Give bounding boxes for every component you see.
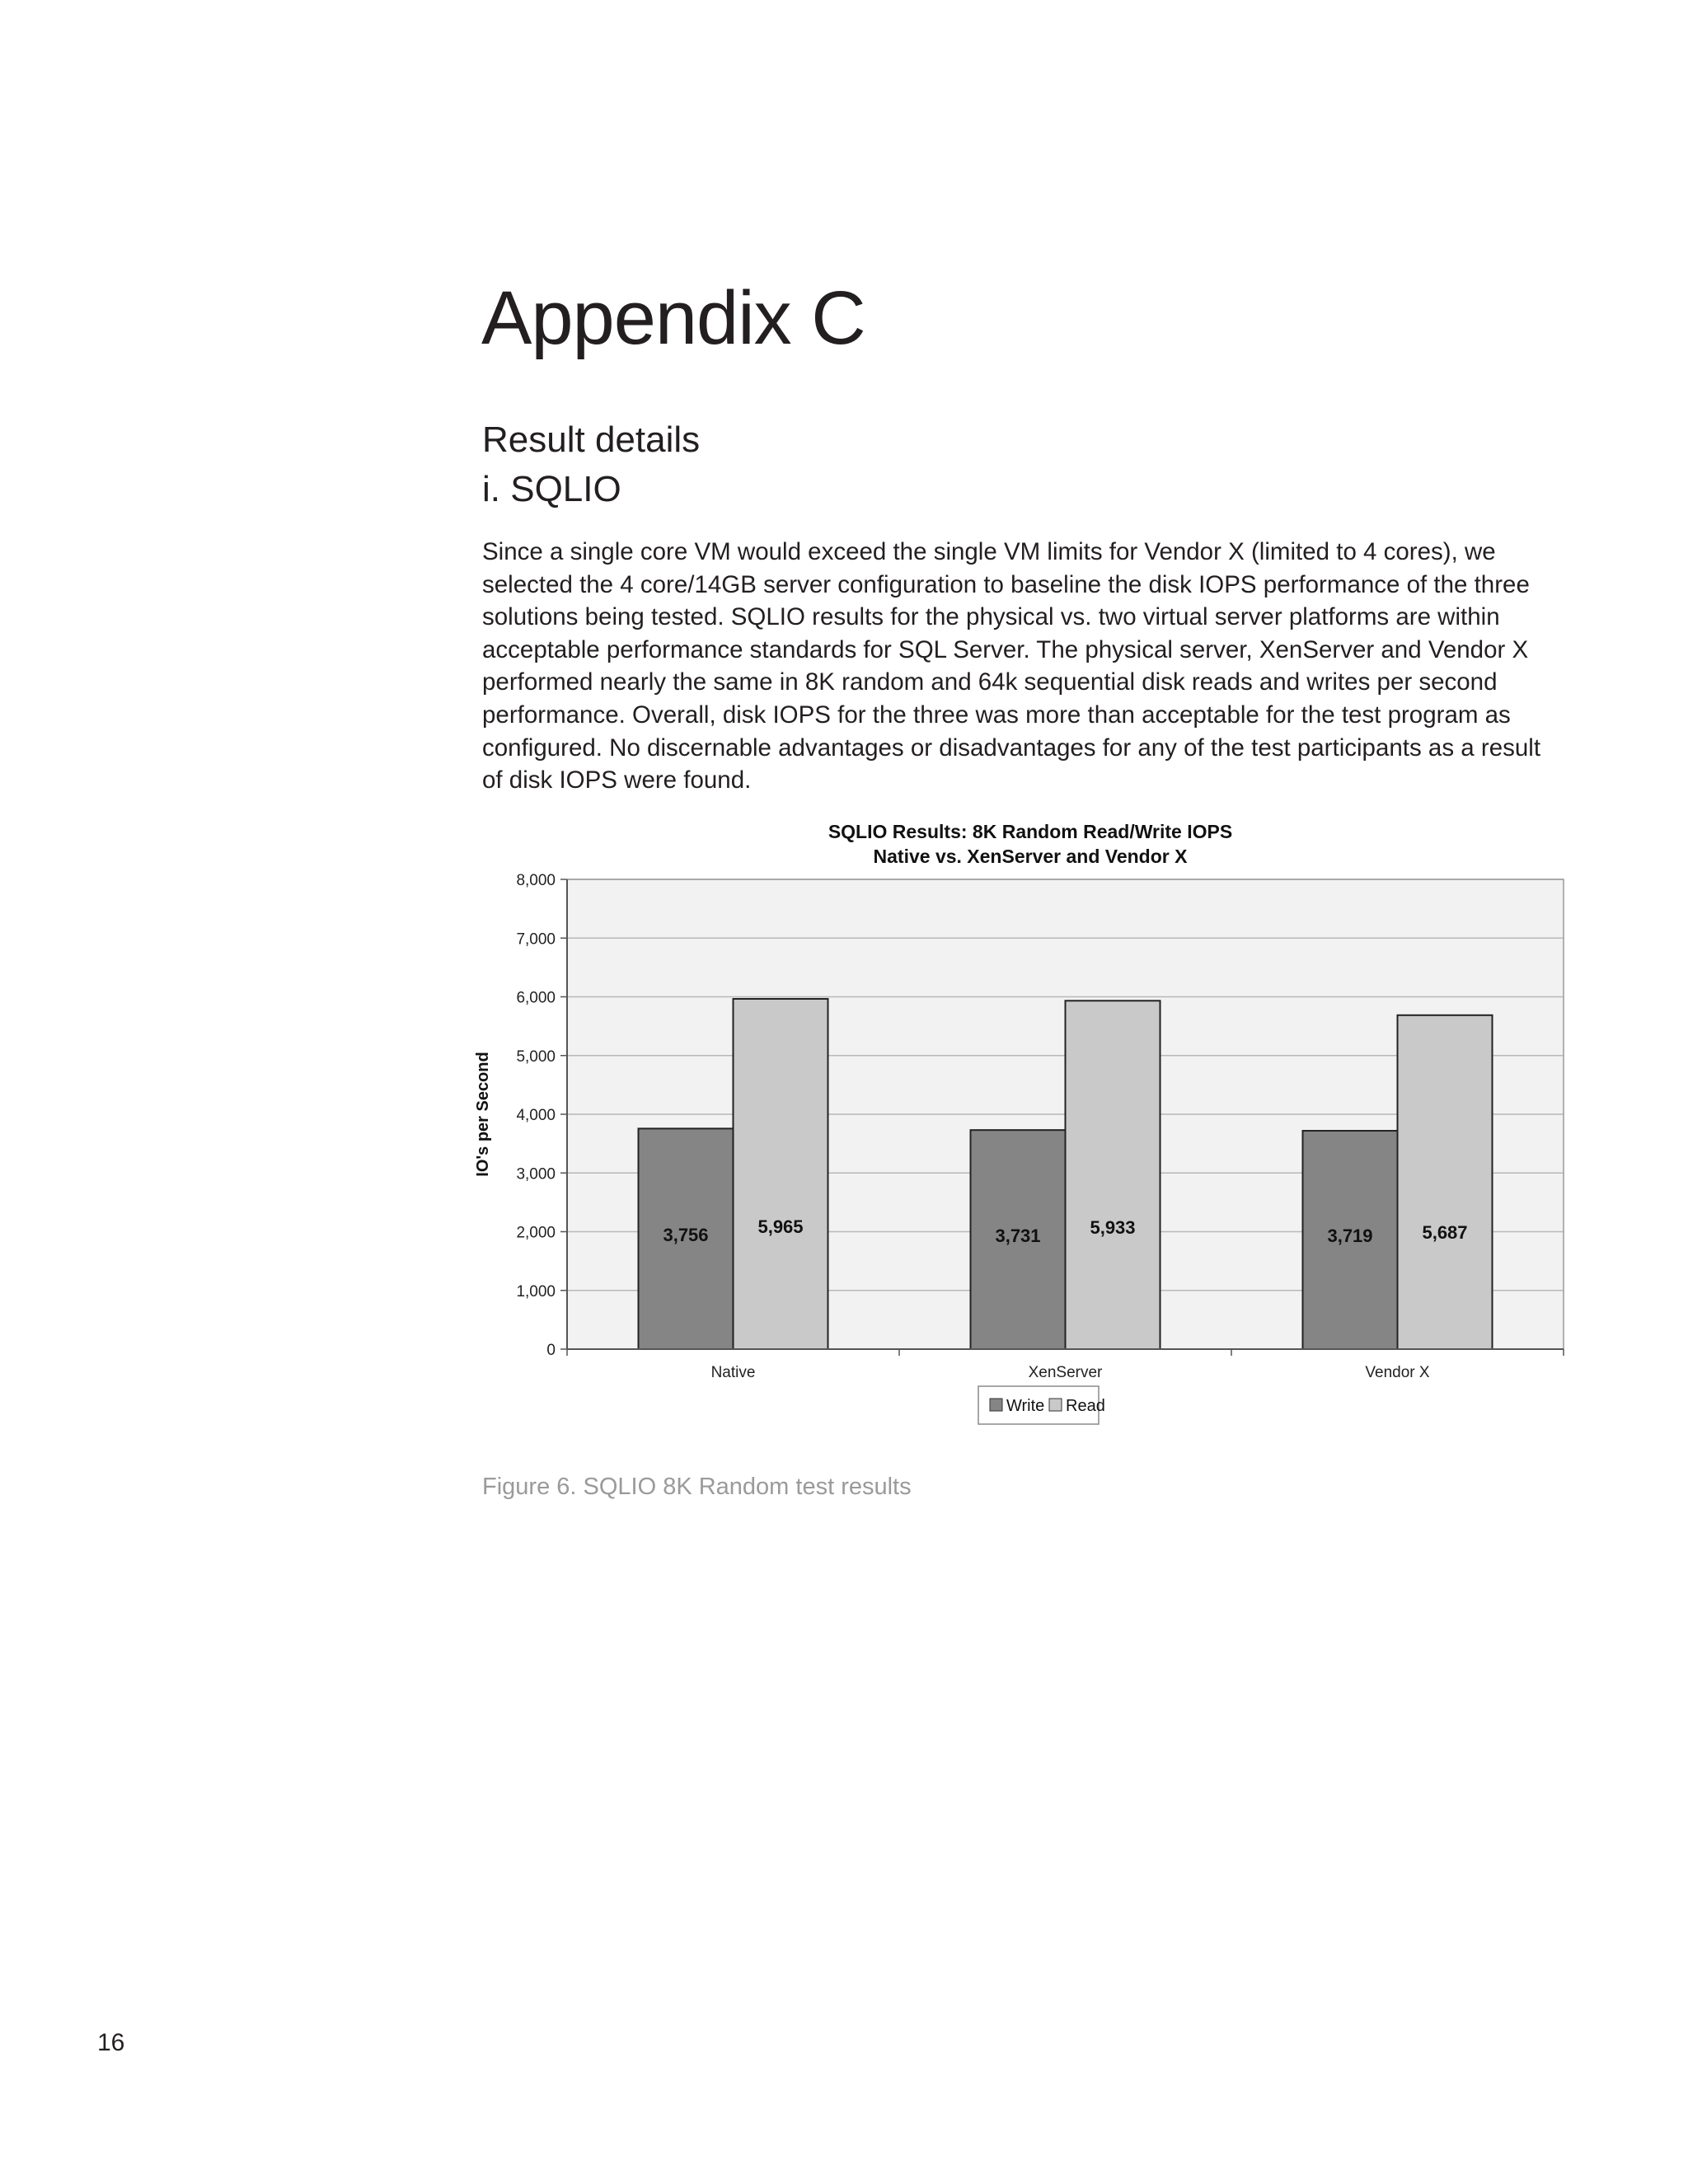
section-title: Result details	[482, 419, 701, 460]
y-tick-label: 8,000	[516, 872, 556, 889]
subsection-title: i. SQLIO	[482, 469, 621, 509]
y-tick-label: 6,000	[516, 989, 556, 1007]
legend-label-read: Read	[1066, 1397, 1105, 1415]
y-tick-label: 5,000	[516, 1047, 556, 1066]
bar-chart	[462, 804, 1574, 1438]
y-axis-label: IO's per Second	[474, 1052, 492, 1177]
y-tick-label: 4,000	[516, 1107, 556, 1124]
bar-read	[1398, 1015, 1493, 1349]
data-label-write: 3,756	[663, 1224, 709, 1245]
data-label-write: 3,731	[995, 1225, 1041, 1246]
data-label-write: 3,719	[1327, 1226, 1373, 1247]
chart-container	[462, 804, 1574, 1438]
body-paragraph: Since a single core VM would exceed the single VM limits for Vendor X (limited to 4 cores), we selected the 4 core/14GB server configuration to baseline the disk IOPS performance of the three solutions being tested. SQLIO results for the physical vs. two virtual server platforms are within acceptable performance standards for SQL Server. The physical server, XenServer and Vendor X performed nearly the same in 8K random and 64k sequential disk reads and writes per second performance. Overall, disk IOPS for the three was more than acceptable for the test program as configured. No discernable advantages or disadvantages for any of the test participants as a result of disk IOPS were found.	[482, 538, 1541, 794]
y-tick-label: 0	[546, 1342, 556, 1359]
bar-read	[734, 999, 828, 1349]
data-label-read: 5,933	[1090, 1217, 1136, 1239]
chart-title: SQLIO Results: 8K Random Read/Write IOPS	[828, 821, 1233, 842]
y-tick-label: 2,000	[516, 1224, 556, 1242]
bar-read	[1066, 1001, 1160, 1349]
x-tick-label: Native	[710, 1364, 756, 1381]
data-label-read: 5,965	[757, 1216, 804, 1238]
legend-swatch-read	[1049, 1399, 1062, 1411]
figure-caption: Figure 6. SQLIO 8K Random test results	[482, 1474, 912, 1500]
y-tick-label: 1,000	[516, 1282, 556, 1301]
y-tick-label: 7,000	[516, 930, 556, 949]
x-tick-label: Vendor X	[1365, 1364, 1430, 1381]
x-tick-label: XenServer	[1028, 1364, 1103, 1381]
page-title: Appendix C	[481, 276, 865, 360]
legend-label-write: Write	[1006, 1397, 1045, 1415]
y-tick-label: 3,000	[516, 1165, 556, 1183]
page-number: 16	[97, 2029, 125, 2056]
chart-subtitle: Native vs. XenServer and Vendor X	[873, 846, 1188, 867]
legend-swatch-write	[990, 1399, 1002, 1411]
data-label-read: 5,687	[1422, 1222, 1468, 1244]
